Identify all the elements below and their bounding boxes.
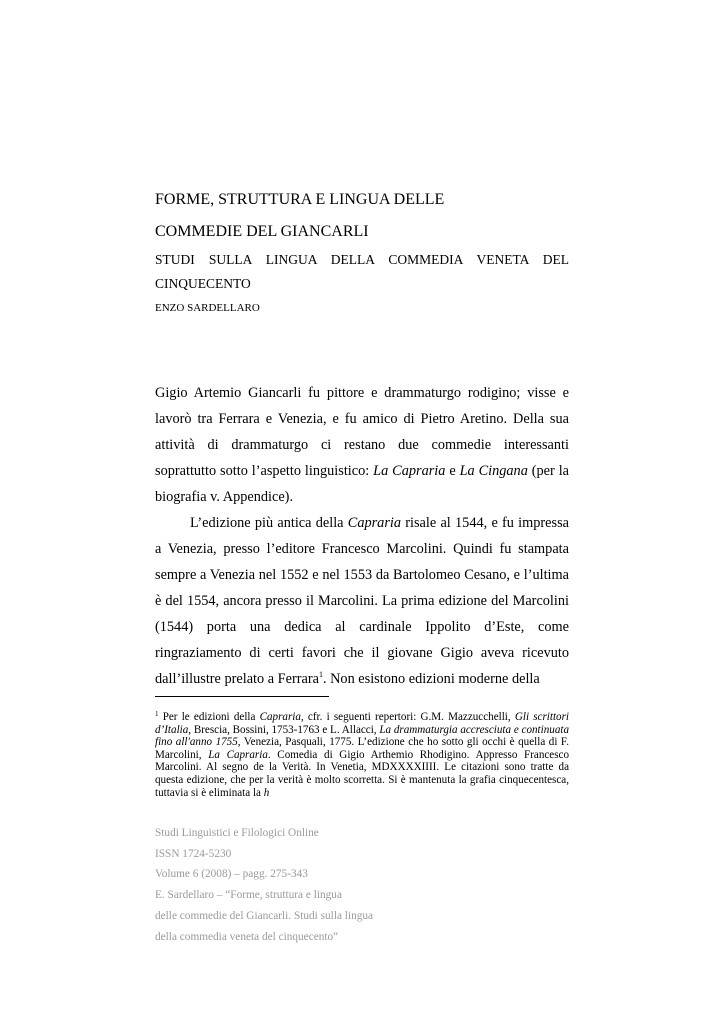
paragraph-2: [155, 510, 569, 692]
journal-issn: ISSN 1724-5230: [155, 847, 232, 860]
article-title-line-2: COMMEDIE DEL GIANCARLI: [155, 223, 369, 240]
footnote-text-c: , Brescia, Bossini, 1753-1763 e L. Allacci,: [188, 723, 380, 736]
journal-name: Studi Linguistici e Filologici Online: [155, 827, 319, 839]
title-la-capraria: La Capraria: [373, 463, 446, 479]
article-subtitle: STUDI SULLA LINGUA DELLA COMMEDIA VENETA DEL CINQUECENTO: [155, 252, 569, 291]
footnote-italic-4: La Capraria: [208, 748, 268, 761]
footnote-italic-2: Gli scrittori d’Italia: [155, 711, 569, 736]
citation-line-1: E. Sardellaro – “Forme, struttura e lingua: [155, 889, 342, 902]
footnote-italic-1: Capraria,: [259, 711, 304, 723]
citation-line-3: della commedia veneta del cinquecento”: [155, 930, 339, 943]
paragraph-2-text-b: risale al 1544, e fu impressa a Venezia, presso l’editore Francesco Marcolini. Quindi fu stampata sempre a Venezia nel 1552 e nel 1553 da Bartolomeo Cesano, e l’ultima è del 1554, ancora presso il Marcolini. La prima edizione del Marcolini (1544) porta una dedica al cardinale Ippolito d’Este, come ringraziamento di certi favori che il giovane Gigio aveva ricevuto dall’illustre prelato a Ferrara: [155, 515, 570, 687]
footnote-text-b: cfr. i seguenti repertori: G.M. Mazzucchelli,: [303, 711, 515, 723]
footnote-text-d: , Venezia, Pasquali, 1775. L’edizione che ho sotto gli occhi è quella di F. Marcolini,: [155, 736, 569, 761]
paragraph-2-text-a: L’edizione più antica della: [190, 515, 348, 531]
journal-volume: Volume 6 (2008) – pagg. 275-343: [155, 868, 308, 881]
paragraph-1-text-a: Gigio Artemio Giancarli fu pittore e drammaturgo rodigino; visse e lavorò tra Ferrara e Venezia, e fu amico di Pietro Aretino. Della sua attività di drammaturgo ci restano due commedie interessanti soprattutto sotto l’aspetto linguistico:: [155, 385, 569, 479]
author-name: ENZO SARDELLARO: [155, 302, 260, 314]
article-title-line-1: FORME, STRUTTURA E LINGUA DELLE: [155, 191, 445, 208]
citation-line-2: delle commedie del Giancarli. Studi sulla lingua: [155, 909, 374, 922]
paragraph-1: [155, 380, 569, 510]
footnote-number: 1: [155, 710, 159, 718]
paragraph-1-text-c: (per la biografia v. Appendice).: [155, 463, 570, 505]
footnote-1: [155, 711, 569, 799]
paragraph-1-text-b: e: [445, 463, 460, 479]
journal-info: [155, 823, 373, 947]
title-la-cingana: La Cingana: [459, 463, 528, 479]
footnote-text-a: Per le edizioni della: [158, 711, 260, 723]
footnote-italic-5: h: [263, 786, 270, 799]
title-capraria: Capraria: [347, 515, 402, 531]
footnote-separator: [155, 696, 329, 697]
footnote-italic-3: La drammaturgia accresciuta e continuata fino all'anno 1755: [155, 723, 569, 749]
footnote-reference[interactable]: 1: [318, 670, 323, 679]
footnote-text-e: . Comedia di Gigio Arthemio Rhodigino. Appresso Francesco Marcolini. Al segno de la Verità. In Venetia, MDXXXXIIII. Le citazioni sono tratte da questa edizione, che per la verità è molto scorretta. Si è mantenuta la grafia cinquecentesca, tuttavia si è eliminata la: [155, 748, 569, 799]
body-text: [155, 380, 569, 692]
paragraph-2-text-c: . Non esistono edizioni moderne della: [322, 671, 540, 687]
